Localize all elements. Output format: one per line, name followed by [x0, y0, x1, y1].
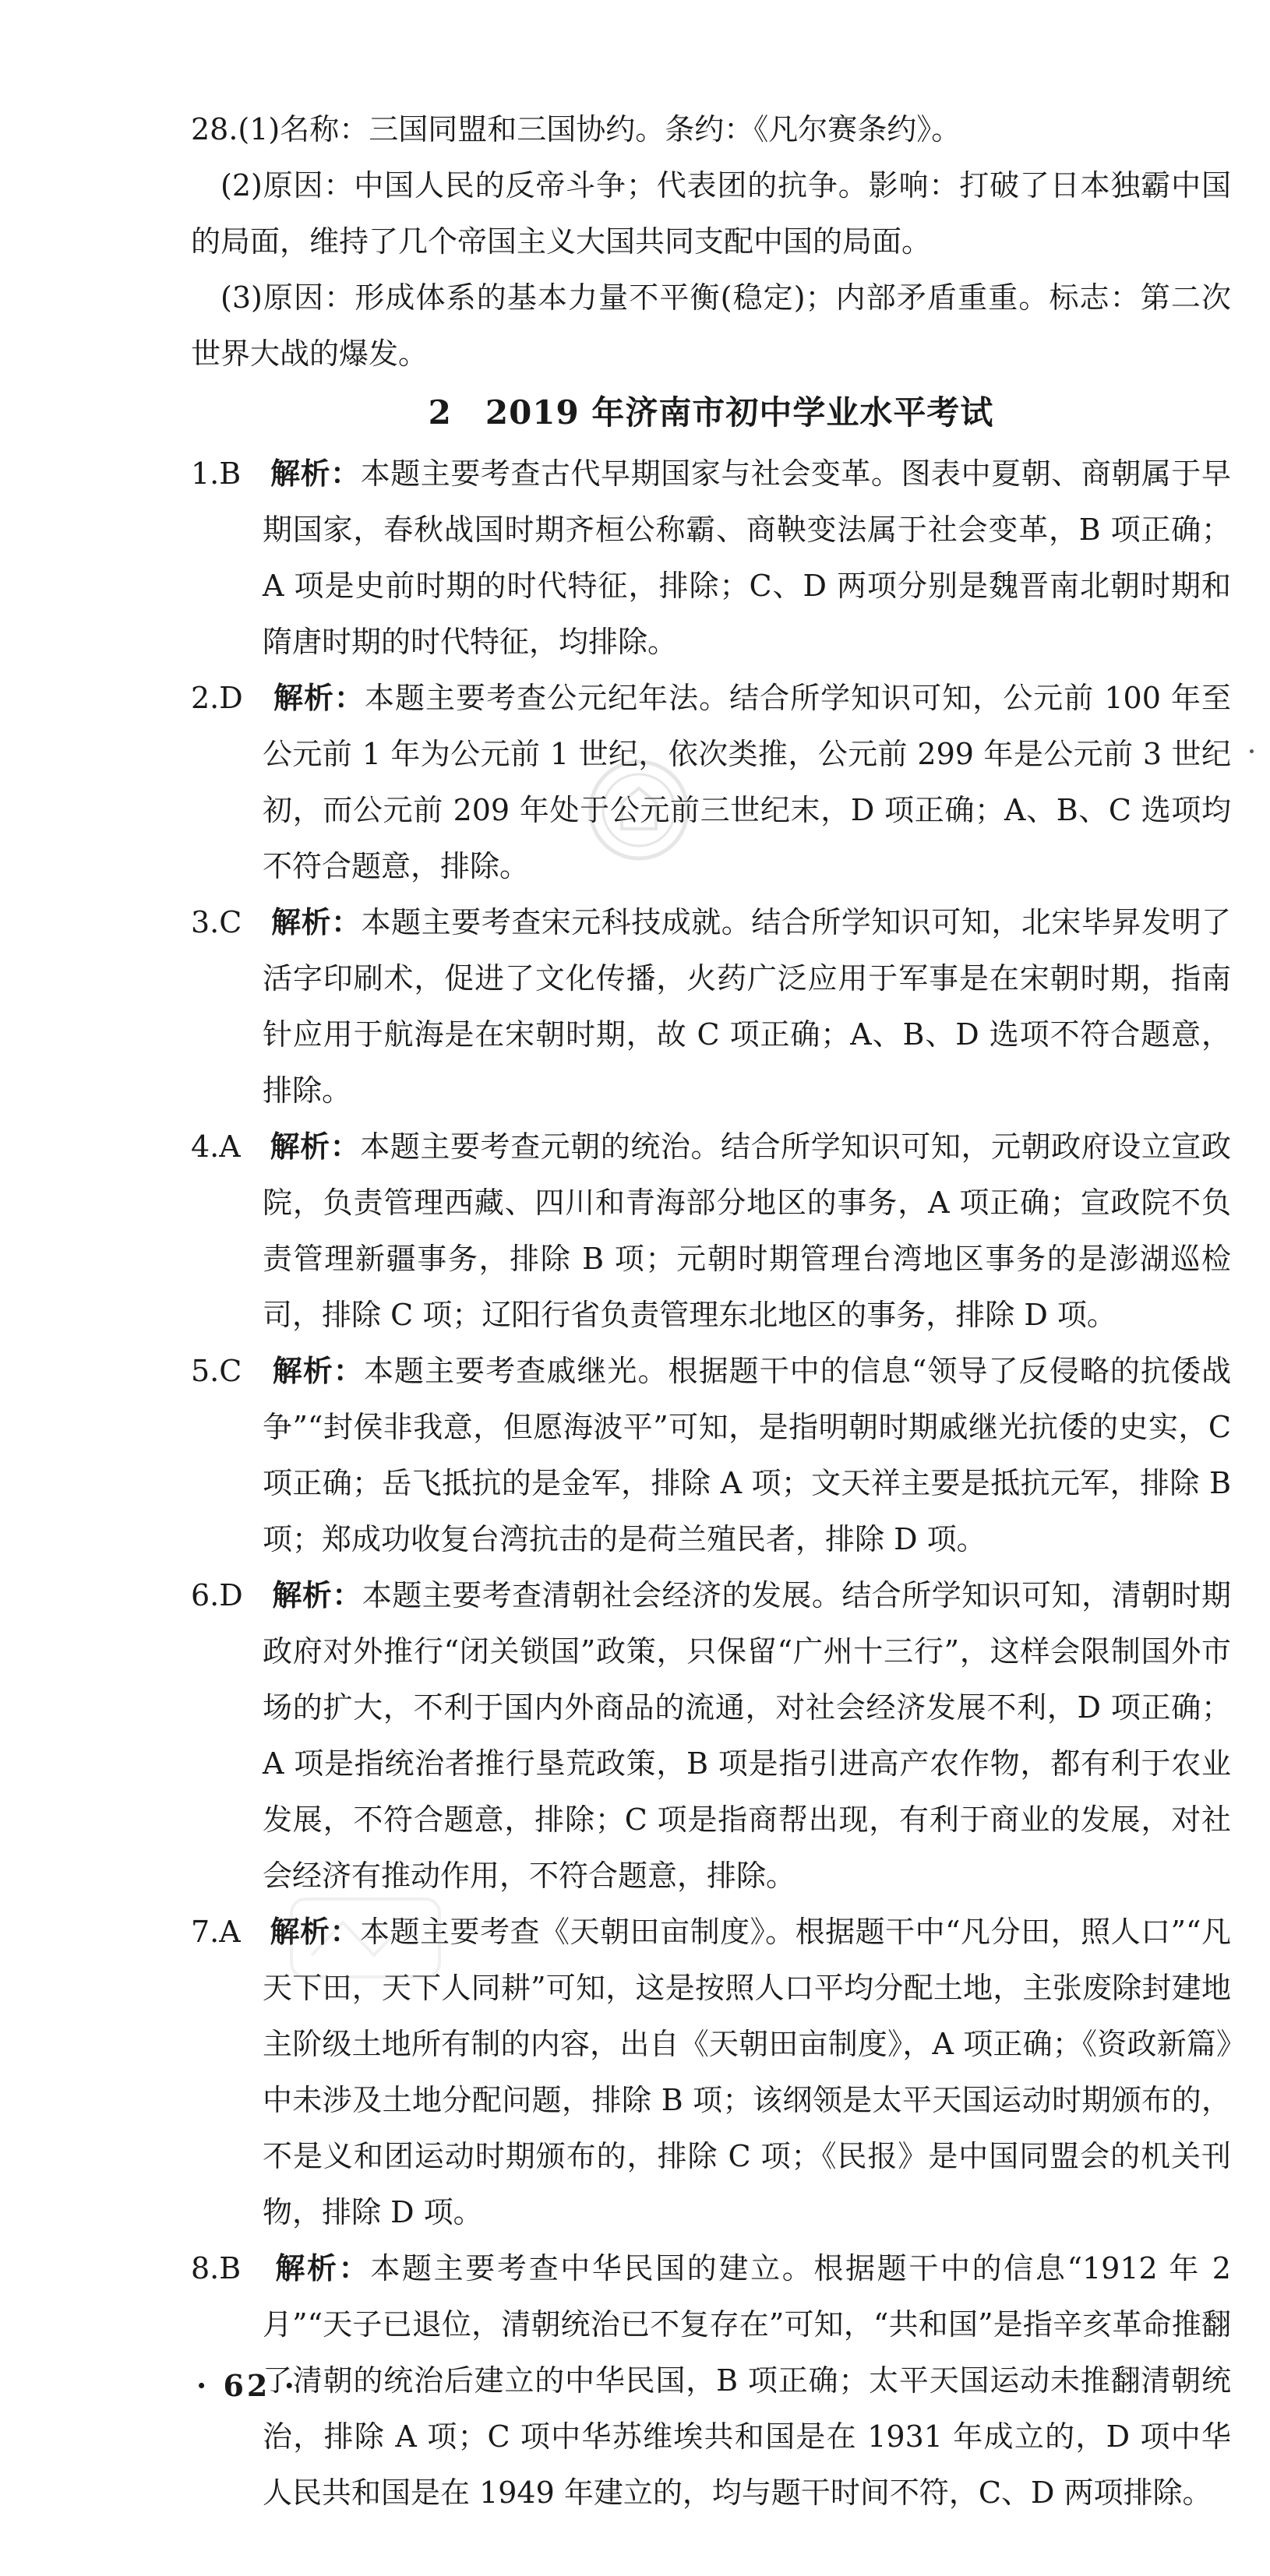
- analysis-text: 本题主要考查古代早期国家与社会变革。图表中夏朝、商朝属于早期国家，春秋战国时期齐桓公称霸、商鞅变法属于社会变革，B 项正确；A 项是史前时期的时代特征，排除；C、D 两项分别是魏晋南北朝时期和隋唐时期的时代特征，均排除。: [263, 456, 1231, 659]
- analysis-label: 解析：: [272, 1577, 362, 1612]
- answer-item-6: [191, 1567, 1231, 1904]
- analysis-label: 解析：: [270, 1129, 361, 1164]
- page-content: [191, 101, 1231, 2521]
- q28-part1: 28.(1)名称：三国同盟和三国协约。条约：《凡尔赛条约》。: [191, 112, 961, 146]
- analysis-label: 解析：: [271, 904, 362, 939]
- answer-number: 3.C: [191, 905, 242, 939]
- answer-number: 1.B: [191, 456, 242, 491]
- answer-list: [191, 446, 1231, 2521]
- page-number: · 62 ·: [196, 2368, 298, 2403]
- answer-number: 5.C: [191, 1354, 242, 1388]
- answer-number: 8.B: [191, 2251, 242, 2285]
- analysis-text: 本题主要考查中华民国的建立。根据题干中的信息“1912 年 2 月”“天子已退位，清朝统治已不复存在”可知，“共和国”是指辛亥革命推翻了清朝的统治后建立的中华民国，B 项正确；太平天国运动未推翻清朝统治，排除 A 项；C 项中华苏维埃共和国是在 1931 年成立的，D 项中华人民共和国是在 1949 年建立的，均与题干时间不符，C、D 两项排除。: [263, 2251, 1231, 2510]
- analysis-text: 本题主要考查《天朝田亩制度》。根据题干中“凡分田，照人口”“凡天下田，天下人同耕”可知，这是按照人口平均分配土地，主张废除封建地主阶级土地所有制的内容，出自《天朝田亩制度》，A 项正确；《资政新篇》中未涉及土地分配问题，排除 B 项；该纲领是太平天国运动时期颁布的，不是义和团运动时期颁布的，排除 C 项；《民报》是中国同盟会的机关刊物，排除 D 项。: [263, 1915, 1231, 2229]
- answer-number: 4.A: [191, 1129, 241, 1164]
- answer-item-3: [191, 894, 1231, 1119]
- answer-number: 6.D: [191, 1578, 243, 1612]
- analysis-label: 解析：: [272, 1353, 364, 1388]
- analysis-text: 本题主要考查公元纪年法。结合所学知识可知，公元前 100 年至公元前 1 年为公元前 1 世纪，依次类推，公元前 299 年是公元前 3 世纪初，而公元前 209 年处于公元前三世纪末，D 项正确；A、B、C 选项均不符合题意，排除。: [263, 681, 1231, 883]
- analysis-label: 解析：: [270, 1914, 360, 1949]
- analysis-text: 本题主要考查清朝社会经济的发展。结合所学知识可知，清朝时期政府对外推行“闭关锁国”政策，只保留“广州十三行”，这样会限制国外市场的扩大，不利于国内外商品的流通，对社会经济发展不利，D 项正确；A 项是指统治者推行垦荒政策，B 项是指引进高产农作物，都有利于农业发展，不符合题意，排除；C 项是指商帮出现，有利于商业的发展，对社会经济有推动作用，不符合题意，排除。: [263, 1578, 1231, 1893]
- answer-number: 2.D: [191, 681, 243, 715]
- answer-number: 7.A: [191, 1915, 241, 1949]
- q28-part3: (3)原因：形成体系的基本力量不平衡(稳定)；内部矛盾重重。标志：第二次世界大战的爆发。: [191, 280, 1231, 371]
- answer-item-5: [191, 1343, 1231, 1567]
- answer-item-8: [191, 2240, 1231, 2521]
- analysis-label: 解析：: [273, 680, 365, 715]
- seal-watermark-icon: [577, 748, 701, 872]
- analysis-label: 解析：: [270, 456, 361, 491]
- faint-watermark-icon: [280, 1885, 452, 1994]
- q28-part2: (2)原因：中国人民的反帝斗争；代表团的抗争。影响：打破了日本独霸中国的局面，维持了几个帝国主义大国共同支配中国的局面。: [191, 168, 1231, 259]
- analysis-label: 解析：: [275, 2250, 371, 2285]
- section-title: 2 2019 年济南市初中学业水平考试: [428, 393, 994, 432]
- answer-item-2: [191, 670, 1231, 894]
- analysis-text: 本题主要考查元朝的统治。结合所学知识可知，元朝政府设立宣政院，负责管理西藏、四川和青海部分地区的事务，A 项正确；宣政院不负责管理新疆事务，排除 B 项；元朝时期管理台湾地区事务的是澎湖巡检司，排除 C 项；辽阳行省负责管理东北地区的事务，排除 D 项。: [263, 1129, 1231, 1332]
- answer-item-4: [191, 1119, 1231, 1343]
- margin-dot: [1250, 749, 1254, 753]
- answer-item-1: [191, 446, 1231, 670]
- analysis-text: 本题主要考查戚继光。根据题干中的信息“领导了反侵略的抗倭战争”“封侯非我意，但愿海波平”可知，是指明朝时期戚继光抗倭的史实，C 项正确；岳飞抵抗的是金军，排除 A 项；文天祥主要是抵抗元军，排除 B 项；郑成功收复台湾抗击的是荷兰殖民者，排除 D 项。: [263, 1354, 1231, 1556]
- analysis-text: 本题主要考查宋元科技成就。结合所学知识可知，北宋毕昇发明了活字印刷术，促进了文化传播，火药广泛应用于军事是在宋朝时期，指南针应用于航海是在宋朝时期，故 C 项正确；A、B、D 选项不符合题意，排除。: [263, 905, 1231, 1108]
